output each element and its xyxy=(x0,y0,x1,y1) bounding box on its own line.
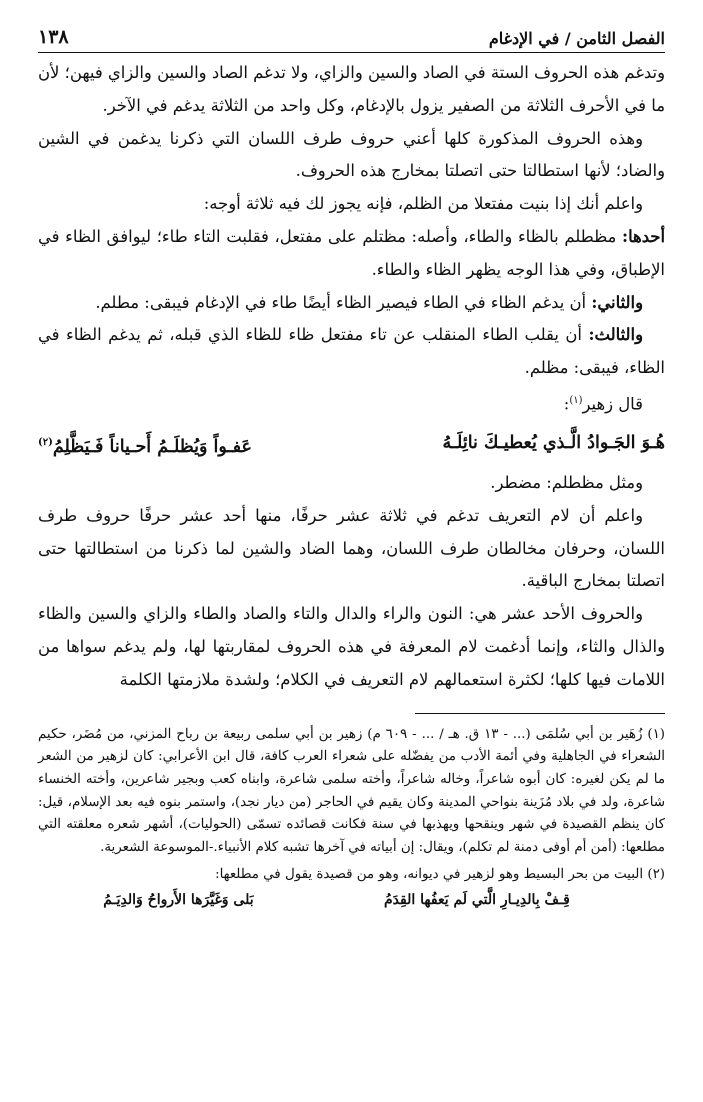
poem-first-hemistich: هُـوَ الجَـوادُ الَّـذي يُعطيـكَ نائِلَـهُ xyxy=(442,433,665,454)
way-text: أن يدغم الظاء في الطاء فيصير الظاء أيضًا طاء في الإدغام فيبقى: مطلم. xyxy=(95,292,592,312)
way-label: والثالث: xyxy=(588,325,643,345)
way-first xyxy=(38,221,665,287)
footnote-poem-first: قِـفْ بِالدِيـارِ الَّتي لَم يَعفُها القِدَمُ xyxy=(384,891,570,908)
chapter-title: الفصل الثامن / في الإدغام xyxy=(488,29,665,48)
paragraph: واعلم أن لام التعريف تدغم في ثلاثة عشر حرفًا، منها أحد عشر حرفًا حروف طرف اللسان، وحرفان مخالطان طرف اللسان، وهما الضاد والشين لما ذكرنا من استطالتها حتى اتصلتا بمخارج الباقية. xyxy=(38,505,665,591)
paragraph: والحروف الأحد عشر هي: النون والراء والدال والتاء والصاد والطاء والزاي والسين والظاء والذال والثاء، وإنما أدغمت لام المعرفة في هذه الحروف لمقاربتها لها، ولم يدغم سواها من اللامات فيها كلها؛ لكثرة استعمالهم لام التعريف في الكلام؛ ولشدة ملازمتها الكلمة xyxy=(38,604,665,689)
poem-verse xyxy=(38,425,665,465)
way-third xyxy=(38,319,665,385)
paragraph: واعلم أنك إذا بنيت مفتعلا من الظلم، فإنه يجوز لك فيه ثلاثة أوجه: xyxy=(203,194,643,214)
footnote-ref: (٢) xyxy=(38,437,53,449)
way-label: والثاني: xyxy=(591,292,643,312)
page xyxy=(38,26,665,1082)
way-label: أحدها: xyxy=(622,226,665,246)
way-second xyxy=(38,287,665,320)
quote-intro: قال زهير$^{(١)}$: xyxy=(563,394,643,414)
footnote-1: (١) زُهَير بن أبي سُلمَى (... - ١٣ ق. هـ / ... - ٦٠٩ م) زهير بن أبي سلمى ربيعة بن رباح المزني، من مُضَر، حكيم الشعراء في الجاهلية وفي أئمة الأدب من يفضّله على شعراء العرب كافة، قال ابن الأعرابي: كان لزهير من الشعر ما لم يكن لغيره: كان أبوه شاعراً، وخاله شاعراً، وأخته سلمى شاعرة، وابناه كعب وبجير شاعرين، وأخته الخنساء شاعرة، ولد في بلاد مُزَينة بنواحي المدينة وكان يقيم في الحاجر (من ديار نجد)، واستمر بنوه فيه بعد الإسلام، قيل: كان ينظم القصيدة في شهر وينقحها ويهذبها في سنة فكانت قصائده تسمّى (الحوليات)، أشهر شعره معلقته التي مطلعها: (أمن أم أوفى دمنة لم تكلم)، ويقال: إن أبياته في آخرها تشبه كلام الأنبياء.-الموسوعة الشعرية. xyxy=(38,726,665,856)
page-number: ١٣٨ xyxy=(38,26,69,48)
footnote-poem xyxy=(38,887,665,913)
footnotes xyxy=(38,724,665,913)
way-text: أن يقلب الطاء المنقلب عن تاء مفتعل ظاء للظاء الذي قبله، ثم يدغم الظاء في الظاء، فيبقى: مظلم. xyxy=(38,325,665,378)
way-text: مظطلم بالظاء والطاء، وأصله: مظتلم على مفتعل، فقلبت التاء طاء؛ ليوافق الظاء في الإطباق، وفي هذا الوجه يظهر الظاء والطاء. xyxy=(38,226,665,279)
running-header xyxy=(38,26,665,53)
footnote-divider xyxy=(415,713,665,714)
poem-second-hemistich: عَفـواً وَيُظلَـمُ أَحـياناً فَـيَظَّلِمُ$^{(٢)}$ xyxy=(38,437,252,458)
paragraph: وتدغم هذه الحروف الستة في الصاد والسين والزاي، ولا تدغم الصاد والسين والزاي فيهن؛ لأن ما في الأحرف الثلاثة من الصفير يزول بالإدغام، وكل واحد من الثلاثة يدغم في الآخر. xyxy=(38,63,665,115)
footnote-ref: (١) xyxy=(569,394,583,406)
paragraph: وهذه الحروف المذكورة كلها أعني حروف طرف اللسان التي ذكرنا يدغمن في الشين والضاد؛ لأنها استطالتا حتى اتصلتا بمخارج هذه الحروف. xyxy=(38,128,665,181)
main-text xyxy=(38,57,665,697)
paragraph: ومثل مظطلم: مضطر. xyxy=(490,473,643,493)
footnote-poem-second: بَلى وَغَيَّرَها الأَرواحُ وَالدِيَـمُ xyxy=(103,891,254,908)
footnote-2: (٢) البيت من بحر البسيط وهو لزهير في ديوانه، وهو من قصيدة يقول في مطلعها: xyxy=(215,866,665,882)
